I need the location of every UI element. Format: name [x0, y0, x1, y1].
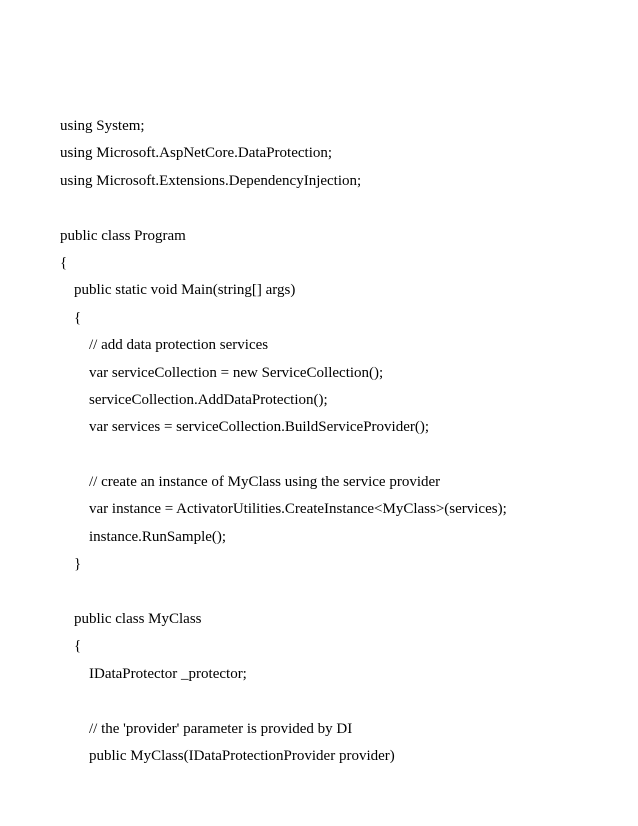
code-line: public MyClass(IDataProtectionProvider provider)	[89, 747, 395, 764]
code-line: public static void Main(string[] args)	[74, 282, 296, 299]
code-line: }	[74, 556, 82, 573]
code-line: {	[74, 638, 82, 655]
code-line: using System;	[60, 118, 145, 134]
code-line: {	[74, 309, 82, 326]
blank-line	[60, 688, 507, 715]
code-line: var services = serviceCollection.BuildServiceProvider();	[89, 419, 430, 436]
code-line: public class Program	[60, 227, 186, 244]
blank-line	[60, 195, 507, 222]
code-line: serviceCollection.AddDataProtection();	[89, 391, 328, 408]
code-line: public class MyClass	[74, 611, 202, 628]
code-listing	[60, 113, 507, 770]
code-line: var serviceCollection = new ServiceCollection();	[89, 364, 384, 381]
code-line: instance.RunSample();	[89, 528, 227, 545]
blank-line	[60, 442, 507, 469]
code-line: // create an instance of MyClass using the service provider	[89, 474, 441, 491]
code-line: IDataProtector _protector;	[89, 665, 247, 682]
code-line: var instance = ActivatorUtilities.CreateInstance<MyClass>(services);	[89, 501, 507, 518]
code-line: using Microsoft.AspNetCore.DataProtection;	[60, 145, 333, 162]
code-line: using Microsoft.Extensions.DependencyInjection;	[60, 172, 362, 189]
code-line: // the 'provider' parameter is provided by DI	[89, 720, 353, 737]
blank-line	[60, 579, 507, 606]
code-line: // add data protection services	[89, 337, 269, 354]
code-line: {	[60, 254, 68, 271]
